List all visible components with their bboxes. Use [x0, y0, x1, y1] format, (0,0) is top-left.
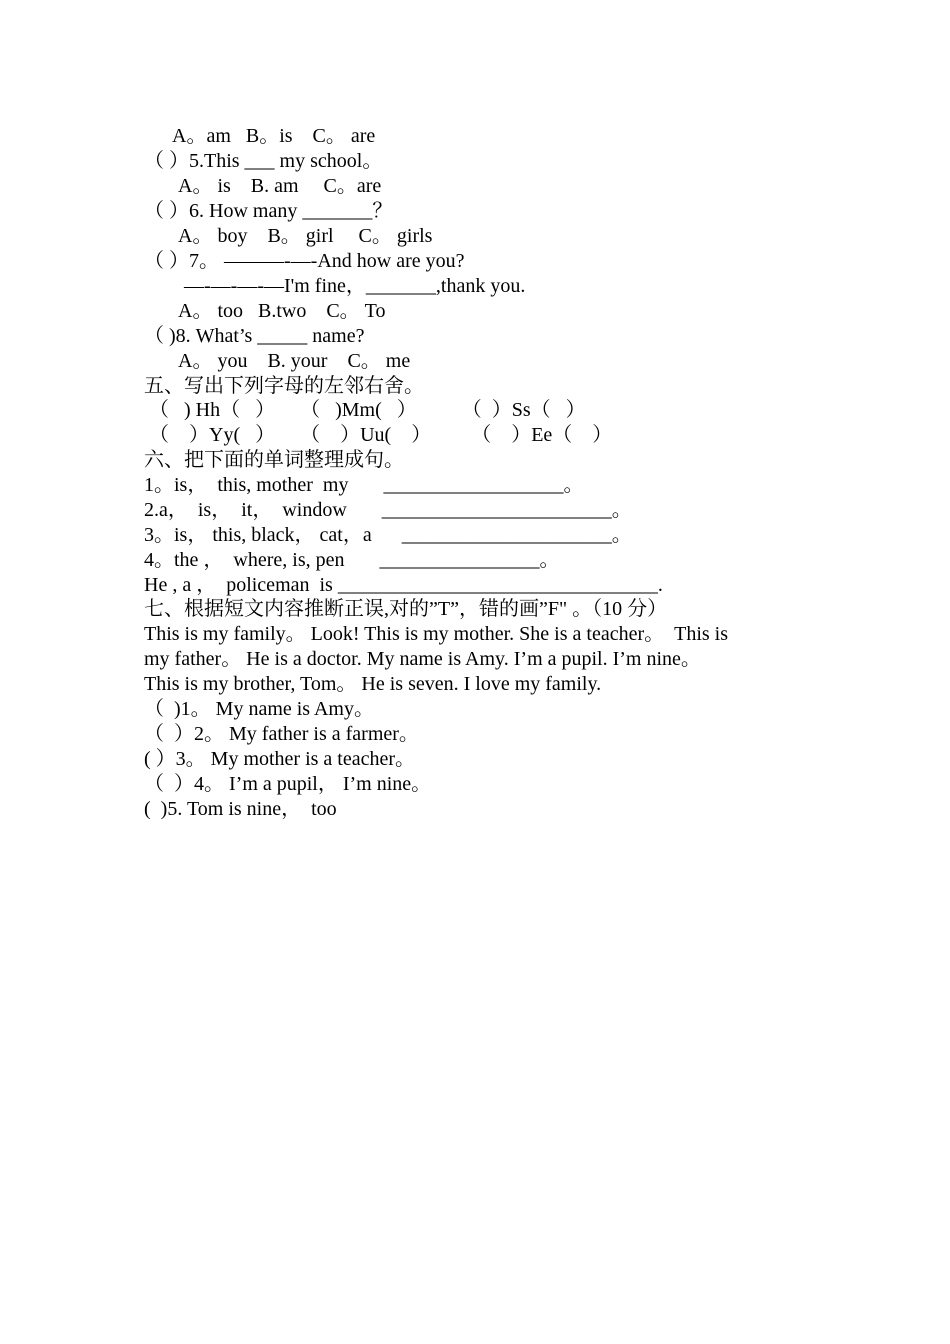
tf-item-1: （ )1。 My name is Amy。 [144, 698, 374, 720]
tf-item-4: （ ）4。 I’m a pupil， I’m nine。 [144, 773, 432, 795]
q8-options: A。 you B. your C。 me [178, 350, 411, 372]
q4-options: A。am B。is C。 are [172, 125, 376, 147]
letters-row-2: （ ）Yy( ） （ ）Uu( ） （ ）Ee（ ） [144, 424, 613, 446]
section-7-heading: 七、根据短文内容推断正误,对的”T”，错的画”F" 。（10 分） [144, 598, 668, 620]
q5-options: A。 is B. am C。are [178, 175, 382, 197]
section-6-heading: 六、把下面的单词整理成句。 [144, 449, 404, 471]
tf-item-3: ( ）3。 My mother is a teacher。 [144, 748, 416, 770]
sentence-item-5: He , a ， policeman is ________________________________. [144, 574, 663, 596]
tf-item-5: ( )5. Tom is nine， too [144, 798, 337, 820]
q7-answer-line: —-—-—-—I'm fine，_______,thank you. [184, 275, 526, 297]
q7-options: A。 too B.two C。 To [178, 300, 386, 322]
sentence-item-4: 4。the ， where, is, pen ________________。 [144, 549, 560, 571]
q7-question: （ ）7。 ———-—-And how are you? [144, 250, 465, 272]
q6-question: （ ）6. How many _______？ [144, 200, 393, 222]
sentence-item-2: 2.a， is， it， window _______________________。 [144, 499, 632, 521]
passage-line-3: This is my brother, Tom。 He is seven. I love my family. [144, 673, 602, 695]
section-5-heading: 五、写出下列字母的左邻右舍。 [144, 375, 424, 397]
passage-line-2: my father。 He is a doctor. My name is Amy. I’m a pupil. I’m nine。 [144, 648, 701, 670]
tf-item-2: （ ）2。 My father is a farmer。 [144, 723, 419, 745]
passage-line-1: This is my family。 Look! This is my mother. She is a teacher。 This is [144, 623, 729, 645]
q5-question: （ ）5.This ___ my school。 [144, 150, 383, 172]
q8-question: （ )8. What’s _____ name? [144, 325, 365, 347]
letters-row-1: （ ) Hh（ ） （ )Mm( ） （ ）Ss（ ） [144, 399, 586, 421]
q6-options: A。 boy B。 girl C。 girls [178, 225, 433, 247]
sentence-item-1: 1。is， this, mother my __________________。 [144, 474, 584, 496]
sentence-item-3: 3。is， this, black， cat，a _____________________。 [144, 524, 632, 546]
